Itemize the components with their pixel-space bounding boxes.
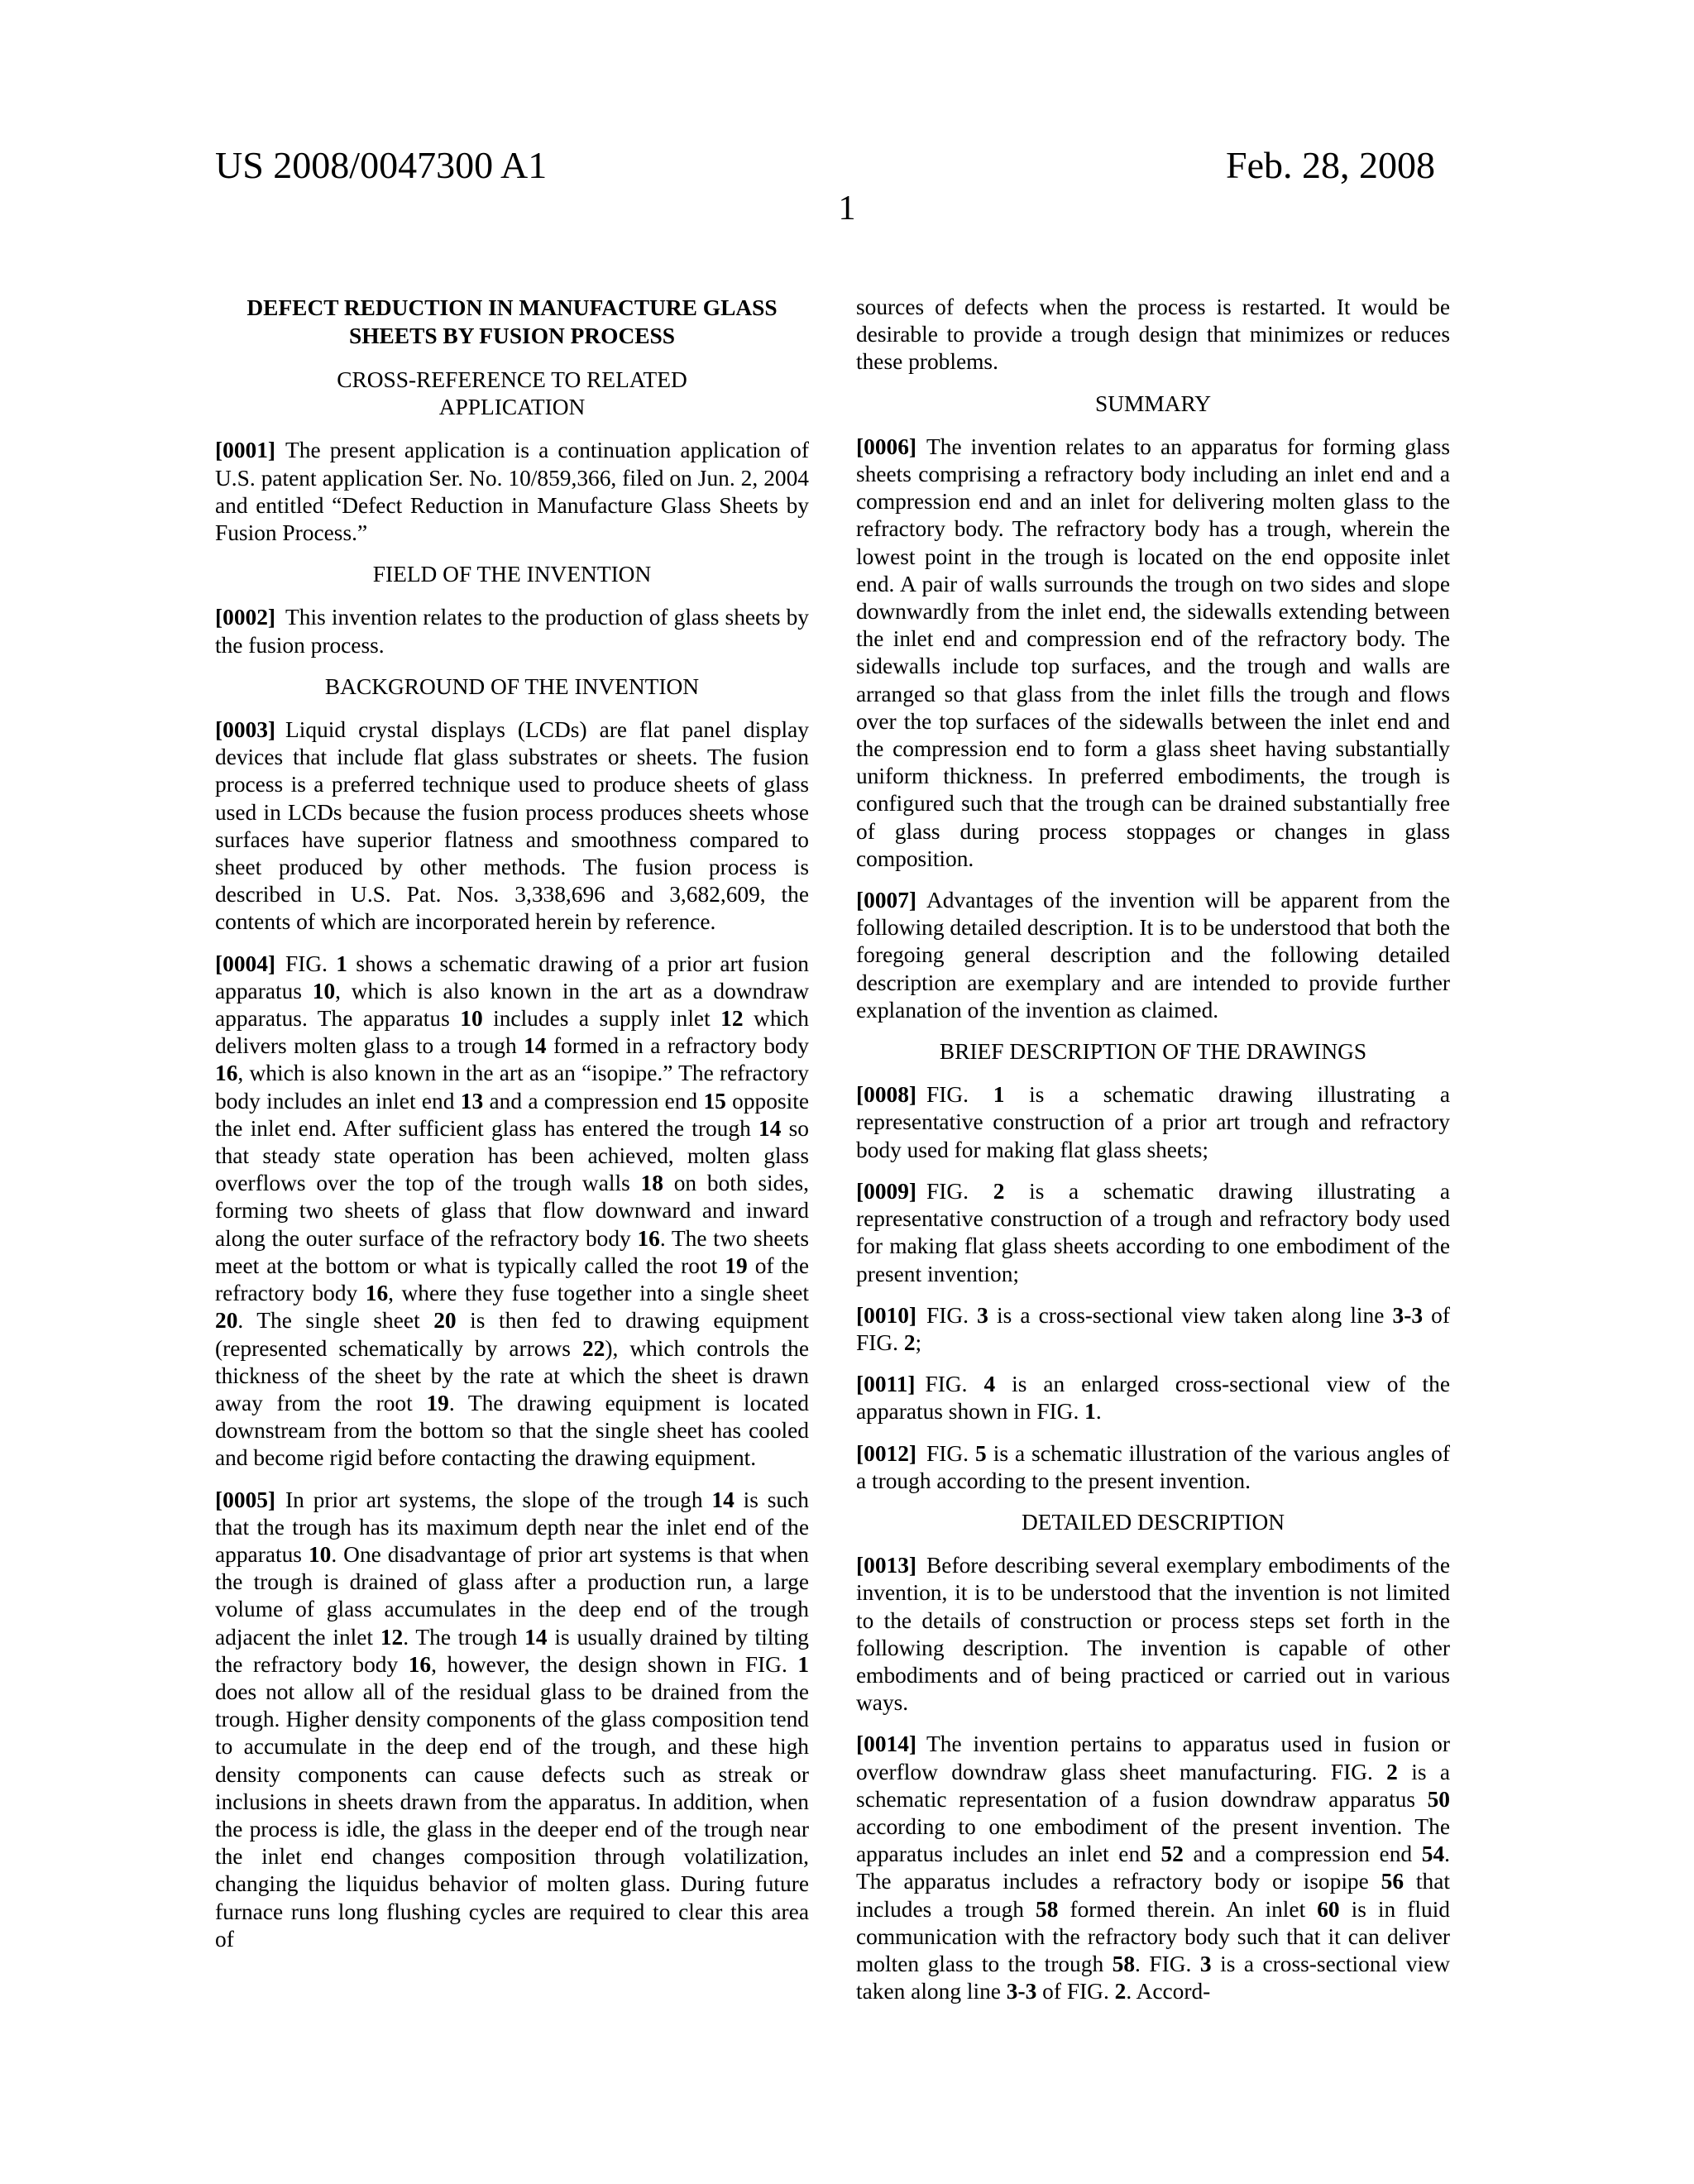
text-run: ;	[915, 1329, 922, 1355]
text-run: formed therein. An inlet	[1058, 1896, 1318, 1922]
paragraph-0003	[215, 716, 809, 936]
text-run: , which is also known in the art as a downdraw apparatus. The apparatus	[215, 978, 810, 1032]
reference-numeral: 10	[312, 978, 336, 1003]
reference-numeral: 60	[1317, 1896, 1340, 1922]
paragraph-0007	[856, 887, 1450, 1024]
page-number: 1	[838, 189, 856, 228]
paragraph-0001	[215, 437, 809, 547]
text-run: FIG.	[926, 1082, 993, 1108]
text-run: that includes a trough	[856, 1869, 1450, 1922]
paragraph-text: Before describing several exemplary embodiments of the invention, it is to be understood that the invention is not limited to the details of construction or process steps set forth in the following description. The invention is capable of other embodiments and of being practiced or carried out in various ways.	[856, 1553, 1450, 1716]
reference-numeral: 22	[581, 1335, 605, 1361]
paragraph-number: [0009]	[856, 1178, 917, 1204]
text-run: formed in a refractory body	[546, 1033, 809, 1059]
paragraph-0004	[215, 951, 809, 1473]
paragraph-0012	[856, 1440, 1450, 1495]
paragraph-0010	[856, 1302, 1450, 1357]
reference-numeral: 14	[711, 1487, 735, 1512]
reference-numeral: 14	[758, 1115, 782, 1141]
text-run: on both sides, forming two sheets of glass that flow downward and inward along the outer surface of the refractory body	[215, 1171, 810, 1251]
text-run: includes a supply inlet	[482, 1006, 721, 1032]
text-run: . FIG.	[1135, 1951, 1200, 1976]
title-line-2: SHEETS BY FUSION PROCESS	[349, 323, 675, 348]
paragraph-number: [0012]	[856, 1440, 917, 1466]
text-run: is a schematic drawing illustrating a representative construction of a trough and refractory body used for making flat glass sheets according to one embodiment of the present invention;	[856, 1178, 1450, 1286]
text-run: and a compression end	[1183, 1842, 1422, 1867]
heading-brief-description: BRIEF DESCRIPTION OF THE DRAWINGS	[939, 1039, 1367, 1065]
paragraph-number: [0007]	[856, 888, 917, 913]
heading-summary: SUMMARY	[1094, 390, 1212, 416]
paragraph-number: [0004]	[215, 951, 276, 976]
reference-numeral: 18	[640, 1171, 663, 1196]
reference-numeral: 10	[308, 1541, 332, 1567]
document-title	[215, 294, 809, 350]
text-run: FIG.	[926, 1302, 978, 1328]
text-run: which delivers molten glass to a trough	[215, 1006, 809, 1059]
text-run: , where they fuse together into a single sheet	[388, 1281, 809, 1306]
reference-numeral: 3	[1199, 1951, 1212, 1976]
text-run: . The single sheet	[237, 1308, 434, 1334]
paragraph-number: [0010]	[856, 1302, 917, 1328]
heading-cross-reference-line-2: APPLICATION	[438, 395, 586, 420]
text-run: is a schematic illustration of the various angles of a trough according to the present invention.	[856, 1440, 1450, 1493]
reference-numeral: 19	[725, 1252, 748, 1278]
text-run: FIG.	[926, 1178, 993, 1204]
paragraph-0005-continued: sources of defects when the process is restarted. It would be desirable to provide a trough design that minimizes or reduces these problems.	[856, 295, 1450, 375]
text-run: , which is also known in the art as an “isopipe.” The refractory body includes an inlet end	[215, 1061, 809, 1114]
text-run: is a cross-sectional view taken along line	[856, 1951, 1451, 2004]
text-run: The invention pertains to apparatus used in fusion or overflow downdraw glass sheet manufacturing. FIG.	[856, 1731, 1450, 1784]
text-run: of FIG.	[856, 1302, 1450, 1355]
title-line-1: DEFECT REDUCTION IN MANUFACTURE GLASS	[246, 295, 778, 320]
text-run: . The two sheets meet at the bottom or what is typically called the root	[215, 1225, 809, 1278]
reference-numeral: 16	[637, 1225, 660, 1251]
paragraph-0008	[856, 1081, 1450, 1164]
reference-numeral: 20	[215, 1308, 238, 1334]
reference-numeral: 2	[993, 1178, 1005, 1204]
text-run: In prior art systems, the slope of the trough	[285, 1487, 712, 1512]
reference-numeral: 5	[975, 1440, 987, 1466]
paragraph-text: Liquid crystal displays (LCDs) are flat panel display devices that include flat glass substrates or sheets. The fusion process is a preferred technique used to produce sheets of glass used in LCDs because the fusion process produces sheets whose surfaces have superior flatness and smoothness compared to sheet produced by other methods. The fusion process is described in U.S. Pat. Nos. 3,338,696 and 3,682,609, the contents of which are incorporated herein by reference.	[215, 717, 809, 935]
paragraph-number: [0003]	[215, 717, 276, 743]
text-run: does not allow all of the residual glass to be drained from the trough. Higher density components of the glass composition tend to accumulate in the deep end of the trough, and these high density components can cause defects such as streak or inclusions in sheets drawn from the apparatus. In addition, when the process is idle, the glass in the deeper end of the trough near the inlet end changes composition through volatilization, changing the liquidus behavior of molten glass. During future furnace runs long flushing cycles are required to clear this area of	[215, 1679, 809, 1952]
text-run: . The apparatus includes a refractory body or isopipe	[856, 1842, 1450, 1894]
text-run: is such that the trough has its maximum depth near the inlet end of the apparatus	[215, 1487, 809, 1567]
text-run: is a schematic drawing illustrating a representative construction of a prior art trough and refractory body used for making flat glass sheets;	[856, 1082, 1450, 1162]
text-run: so that steady state operation has been achieved, molten glass overflows over the top of the trough walls	[215, 1115, 809, 1196]
paragraph-0014	[856, 1731, 1450, 2005]
heading-background: BACKGROUND OF THE INVENTION	[324, 673, 700, 699]
reference-numeral: 1	[797, 1651, 810, 1677]
paragraph-number: [0013]	[856, 1553, 917, 1578]
text-run: is an enlarged cross-sectional view of the apparatus shown in FIG.	[856, 1372, 1450, 1425]
paragraph-text: This invention relates to the production of glass sheets by the fusion process.	[215, 605, 809, 658]
paragraph-0011	[856, 1371, 1450, 1425]
reference-numeral: 52	[1160, 1842, 1184, 1867]
text-run: is in fluid communication with the refractory body such that it can deliver molten glass to the trough	[856, 1896, 1451, 1976]
reference-numeral: 2	[903, 1329, 916, 1355]
reference-numeral: 3	[977, 1302, 988, 1328]
text-run: . The drawing equipment is located downstream from the bottom so that the single sheet has cooled and become rigid before contacting the drawing equipment.	[215, 1390, 810, 1471]
left-column	[215, 294, 809, 1967]
paragraph-0009	[856, 1178, 1450, 1288]
paragraph-number: [0008]	[856, 1082, 917, 1108]
reference-numeral: 1	[1084, 1399, 1096, 1425]
paragraph-number: [0001]	[215, 438, 276, 463]
right-column	[856, 294, 1450, 2019]
paragraph-number: [0002]	[215, 605, 276, 630]
reference-numeral: 19	[426, 1390, 449, 1415]
reference-numeral: 16	[215, 1061, 238, 1086]
reference-numeral: 56	[1381, 1869, 1404, 1894]
text-run: FIG.	[285, 951, 337, 976]
text-run: opposite the inlet end. After sufficient glass has entered the trough	[215, 1088, 809, 1141]
reference-numeral: 2	[1386, 1759, 1398, 1784]
text-run: of the refractory body	[215, 1252, 809, 1306]
publication-number: US 2008/0047300 A1	[215, 144, 548, 186]
reference-numeral: 54	[1421, 1842, 1445, 1867]
reference-numeral: 3-3	[1006, 1979, 1037, 2004]
paragraph-number: [0005]	[215, 1487, 276, 1512]
reference-numeral: 3-3	[1392, 1302, 1424, 1328]
paragraph-number: [0006]	[856, 433, 917, 459]
reference-numeral: 58	[1036, 1896, 1059, 1922]
paragraph-number: [0014]	[856, 1731, 917, 1757]
reference-numeral: 10	[460, 1006, 483, 1032]
reference-numeral: 12	[720, 1006, 744, 1032]
reference-numeral: 50	[1427, 1786, 1450, 1812]
paragraph-text: The present application is a continuation application of U.S. patent application Ser. No. 10/859,366, filed on Jun. 2, 2004 and entitled “Defect Reduction in Manufacture Glass Sheets by Fusion Process.”	[215, 438, 809, 546]
text-run: . The trough	[403, 1624, 525, 1650]
paragraph-0002	[215, 604, 809, 659]
heading-cross-reference-line-1: CROSS-REFERENCE TO RELATED	[337, 367, 687, 392]
text-run: FIG.	[925, 1372, 984, 1397]
paragraph-text: Advantages of the invention will be apparent from the following detailed description. It is to be understood that both the foregoing general description and the following detailed description are exemplary and are intended to provide further explanation of the invention as claimed.	[856, 888, 1450, 1023]
reference-numeral: 16	[365, 1281, 389, 1306]
reference-numeral: 14	[524, 1624, 548, 1650]
heading-detailed-description: DETAILED DESCRIPTION	[1021, 1509, 1285, 1535]
text-run: is a schematic representation of a fusion downdraw apparatus	[856, 1759, 1450, 1812]
text-run: according to one embodiment of the present invention. The apparatus includes an inlet end	[856, 1813, 1450, 1867]
reference-numeral: 13	[460, 1088, 484, 1114]
paragraph-0006	[856, 433, 1450, 873]
heading-field: FIELD OF THE INVENTION	[372, 562, 652, 587]
text-run: ), which controls the thickness of the sheet by the rate at which the sheet is drawn away from the root	[215, 1335, 809, 1415]
reference-numeral: 16	[408, 1651, 432, 1677]
text-run: , however, the design shown in FIG.	[431, 1651, 798, 1677]
text-run: . One disadvantage of prior art systems is that when the trough is drained of glass after a production run, a large volume of glass accumulates in the deep end of the trough adjacent the inlet	[215, 1541, 809, 1650]
publication-date: Feb. 28, 2008	[1226, 144, 1435, 186]
text-run: FIG.	[926, 1440, 976, 1466]
text-run: of FIG.	[1036, 1979, 1115, 2004]
text-run: is then fed to drawing equipment (represented schematically by arrows	[215, 1308, 809, 1361]
paragraph-text: The invention relates to an apparatus for forming glass sheets comprising a refractory body including an inlet end and a compression end and an inlet for delivering molten glass to the refractory body. The refractory body has a trough, wherein the lowest point in the trough is located on the end opposite inlet end. A pair of walls surrounds the trough on two sides and slope downwardly from the inlet end, the sidewalls extending between the inlet end and compression end of the refractory body. The sidewalls include top surfaces, and the trough and walls are arranged so that glass from the inlet fills the trough and flows over the top surfaces of the sidewalls between the inlet end and the compression end to form a glass sheet having substantially uniform thickness. In preferred embodiments, the trough is configured such that the trough can be drained substantially free of glass during process stoppages or changes in glass composition.	[856, 433, 1450, 871]
reference-numeral: 2	[1114, 1979, 1127, 2004]
reference-numeral: 12	[380, 1624, 404, 1650]
reference-numeral: 4	[983, 1372, 996, 1397]
reference-numeral: 20	[433, 1308, 457, 1334]
paragraph-0005	[215, 1487, 809, 1953]
text-run: .	[1095, 1399, 1102, 1425]
reference-numeral: 1	[336, 951, 347, 976]
text-run: . Accord-	[1126, 1979, 1211, 2004]
heading-cross-reference	[215, 366, 809, 421]
text-run: and a compression end	[483, 1088, 704, 1114]
reference-numeral: 1	[993, 1082, 1005, 1108]
reference-numeral: 58	[1112, 1951, 1136, 1976]
text-run: shows a schematic drawing of a prior art fusion apparatus	[215, 951, 809, 1003]
reference-numeral: 14	[524, 1033, 547, 1059]
paragraph-number: [0011]	[856, 1372, 916, 1397]
text-run: is usually drained by tilting the refractory body	[215, 1624, 809, 1677]
text-run: is a cross-sectional view taken along line	[988, 1302, 1393, 1328]
reference-numeral: 15	[703, 1088, 726, 1114]
paragraph-0013	[856, 1552, 1450, 1717]
